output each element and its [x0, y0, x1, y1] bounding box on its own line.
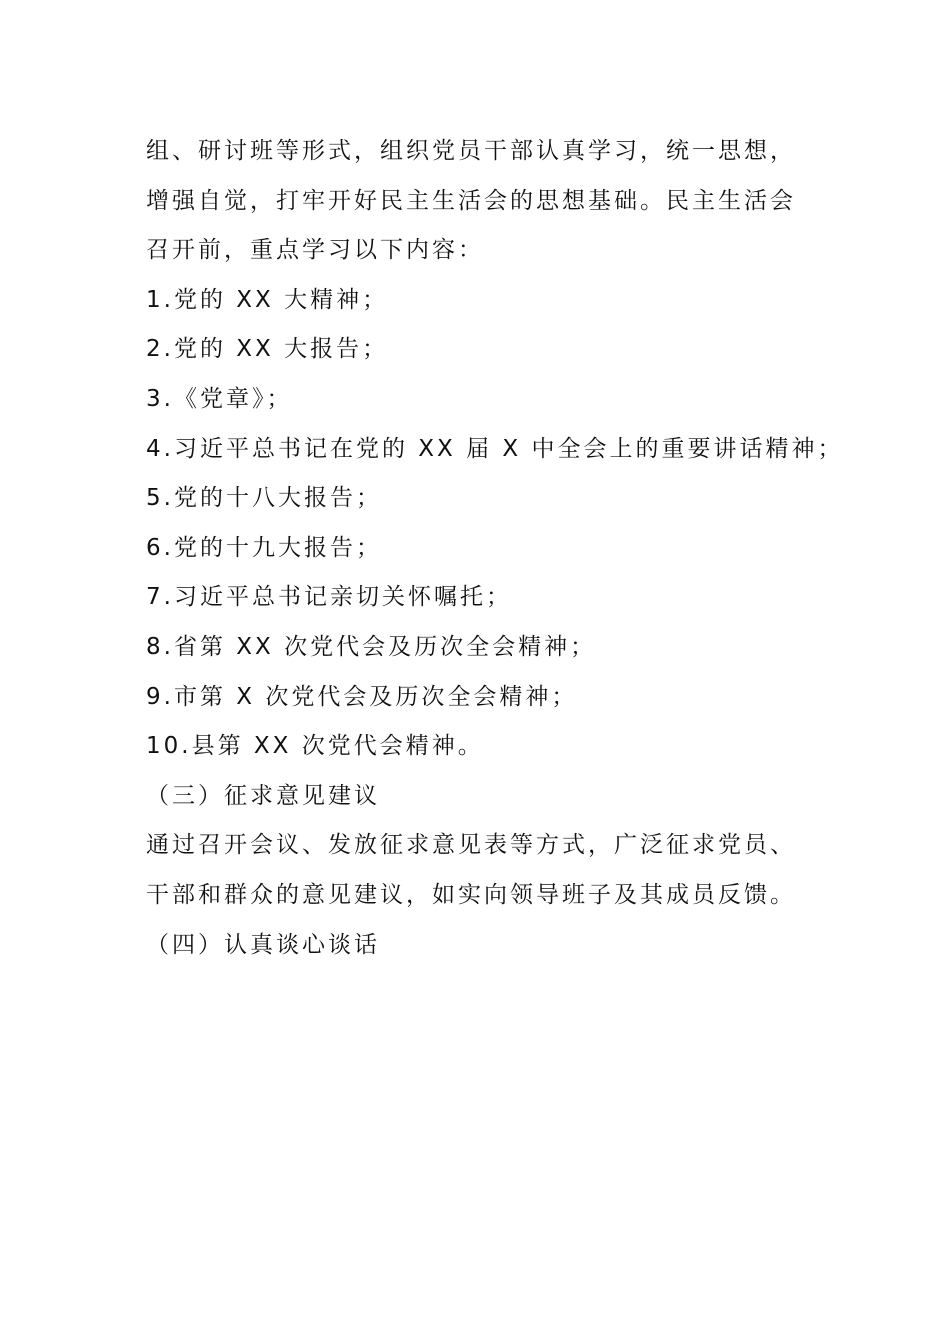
intro-paragraph: [146, 127, 816, 276]
list-item: 6.党的十九大报告；: [146, 534, 382, 561]
list-item: 8.省第 XX 次党代会及历次全会精神；: [146, 633, 597, 660]
list-item: 4.习近平总书记在党的 XX 届 X 中全会上的重要讲话精神；: [146, 435, 844, 462]
list-item: 2.党的 XX 大报告；: [146, 336, 389, 363]
section-4: [146, 921, 816, 971]
list-item: 5.党的十八大报告；: [146, 485, 382, 512]
list-item: 10.县第 XX 次党代会精神。: [146, 733, 484, 760]
paragraph-line: 召开前，重点学习以下内容：: [146, 237, 484, 264]
paragraph-line: 增强自觉，打牢开好民主生活会的思想基础。民主生活会: [146, 187, 796, 214]
list-item: 1.党的 XX 大精神；: [146, 286, 389, 313]
section-4-heading: （四）认真谈心谈话: [146, 931, 380, 958]
section-3: [146, 772, 816, 921]
list-item: 9.市第 X 次党代会及历次全会精神；: [146, 683, 578, 710]
document-body: [146, 127, 844, 970]
list-item: 3.《党章》；: [146, 385, 293, 412]
section-3-heading: （三）征求意见建议: [146, 782, 380, 809]
paragraph-line: 通过召开会议、发放征求意见表等方式，广泛征求党员、: [146, 832, 796, 859]
study-list: [146, 276, 844, 772]
paragraph-line: 干部和群众的意见建议，如实向领导班子及其成员反馈。: [146, 881, 796, 908]
paragraph-line: 组、研讨班等形式，组织党员干部认真学习，统一思想，: [146, 138, 796, 164]
list-item: 7.习近平总书记亲切关怀嘱托；: [146, 584, 512, 611]
